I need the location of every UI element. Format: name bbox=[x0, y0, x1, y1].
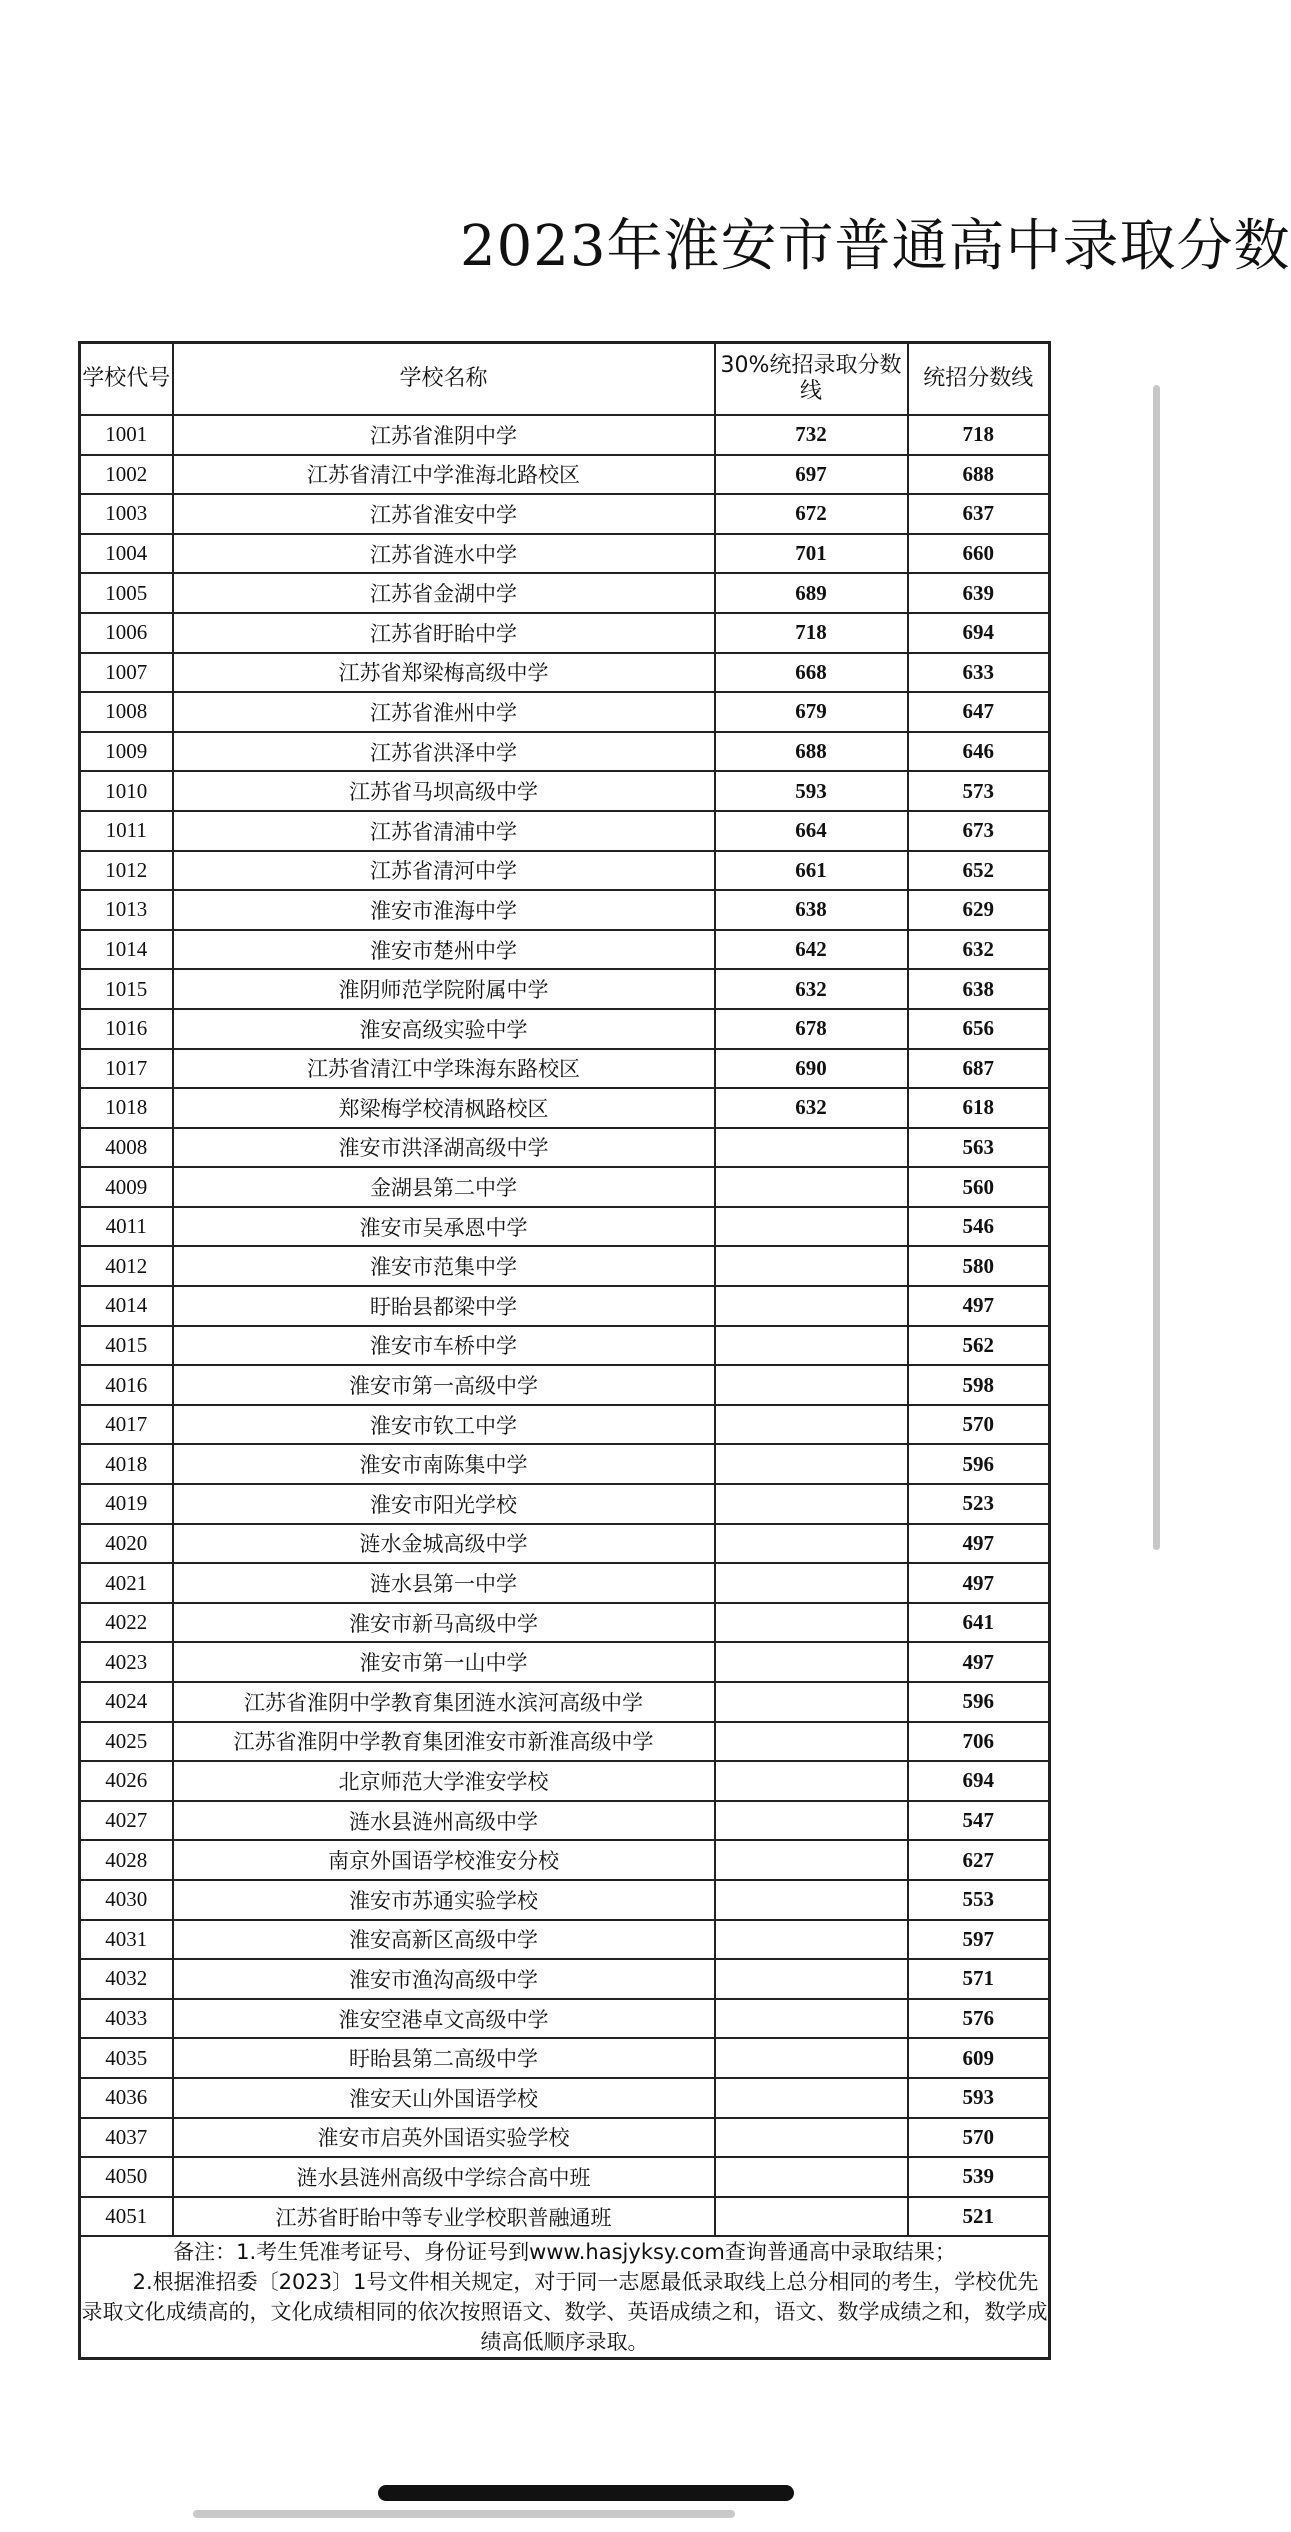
school-name-cell: 盱眙县第二高级中学 bbox=[173, 2038, 715, 2078]
general-score-cell: 553 bbox=[908, 1880, 1050, 1920]
school-code-cell: 4024 bbox=[80, 1682, 173, 1722]
school-code-cell: 1009 bbox=[80, 732, 173, 772]
school-name-cell: 江苏省郑梁梅高级中学 bbox=[173, 653, 715, 693]
quota-score-cell: 632 bbox=[715, 1088, 908, 1128]
school-code-cell: 1017 bbox=[80, 1049, 173, 1089]
quota-score-cell bbox=[715, 1405, 908, 1445]
table-row bbox=[80, 2197, 1050, 2237]
note-cell bbox=[80, 2236, 1050, 2359]
table-row bbox=[80, 771, 1050, 811]
school-code-cell: 1003 bbox=[80, 494, 173, 534]
quota-score-cell: 642 bbox=[715, 930, 908, 970]
quota-score-cell: 718 bbox=[715, 613, 908, 653]
general-score-cell: 687 bbox=[908, 1049, 1050, 1089]
school-code-cell: 4018 bbox=[80, 1444, 173, 1484]
table-row bbox=[80, 692, 1050, 732]
table-row bbox=[80, 1088, 1050, 1128]
quota-score-cell bbox=[715, 1880, 908, 1920]
general-score-cell: 647 bbox=[908, 692, 1050, 732]
general-score-cell: 497 bbox=[908, 1563, 1050, 1603]
general-score-cell: 660 bbox=[908, 534, 1050, 574]
table-row bbox=[80, 1049, 1050, 1089]
general-score-cell: 597 bbox=[908, 1920, 1050, 1960]
general-score-cell: 580 bbox=[908, 1246, 1050, 1286]
general-score-cell: 593 bbox=[908, 2078, 1050, 2118]
school-name-cell: 淮安市苏通实验学校 bbox=[173, 1880, 715, 1920]
school-name-cell: 江苏省清江中学淮海北路校区 bbox=[173, 455, 715, 495]
quota-score-cell: 664 bbox=[715, 811, 908, 851]
general-score-cell: 694 bbox=[908, 1761, 1050, 1801]
school-name-cell: 江苏省淮安中学 bbox=[173, 494, 715, 534]
school-name-cell: 江苏省盱眙中学 bbox=[173, 613, 715, 653]
table-row bbox=[80, 1682, 1050, 1722]
school-code-cell: 4032 bbox=[80, 1959, 173, 1999]
general-score-cell: 718 bbox=[908, 415, 1050, 455]
quota-score-cell bbox=[715, 2197, 908, 2237]
table-row bbox=[80, 1365, 1050, 1405]
school-name-cell: 淮安市南陈集中学 bbox=[173, 1444, 715, 1484]
table-row bbox=[80, 494, 1050, 534]
school-code-cell: 4028 bbox=[80, 1840, 173, 1880]
table-row bbox=[80, 1484, 1050, 1524]
quota-score-cell bbox=[715, 1840, 908, 1880]
school-code-cell: 1006 bbox=[80, 613, 173, 653]
table-row bbox=[80, 455, 1050, 495]
header-code: 学校代号 bbox=[80, 343, 173, 416]
school-name-cell: 淮安市钦工中学 bbox=[173, 1405, 715, 1445]
school-name-cell: 淮安市吴承恩中学 bbox=[173, 1207, 715, 1247]
table-row bbox=[80, 1444, 1050, 1484]
school-name-cell: 淮安市第一山中学 bbox=[173, 1642, 715, 1682]
quota-score-cell: 672 bbox=[715, 494, 908, 534]
table-row bbox=[80, 1405, 1050, 1445]
school-name-cell: 淮安天山外国语学校 bbox=[173, 2078, 715, 2118]
header-quota-score: 30%统招录取分数线 bbox=[715, 343, 908, 416]
school-name-cell: 淮安市第一高级中学 bbox=[173, 1365, 715, 1405]
school-name-cell: 淮安高级实验中学 bbox=[173, 1009, 715, 1049]
general-score-cell: 563 bbox=[908, 1128, 1050, 1168]
school-code-cell: 4033 bbox=[80, 1999, 173, 2039]
school-code-cell: 4009 bbox=[80, 1167, 173, 1207]
school-code-cell: 4026 bbox=[80, 1761, 173, 1801]
school-code-cell: 4025 bbox=[80, 1722, 173, 1762]
horizontal-scrollbar[interactable] bbox=[193, 2510, 735, 2518]
header-general-score: 统招分数线 bbox=[908, 343, 1050, 416]
table-row bbox=[80, 1840, 1050, 1880]
quota-score-cell bbox=[715, 1761, 908, 1801]
note-line-1: 备注：1.考生凭准考证号、身份证号到www.hasjyksy.com查询普通高中录取结果； bbox=[173, 2240, 956, 2265]
table-row bbox=[80, 415, 1050, 455]
table-row bbox=[80, 1128, 1050, 1168]
school-code-cell: 4011 bbox=[80, 1207, 173, 1247]
table-row bbox=[80, 2118, 1050, 2158]
quota-score-cell bbox=[715, 1524, 908, 1564]
school-name-cell: 江苏省洪泽中学 bbox=[173, 732, 715, 772]
school-name-cell: 淮安市启英外国语实验学校 bbox=[173, 2118, 715, 2158]
table-row bbox=[80, 1167, 1050, 1207]
general-score-cell: 497 bbox=[908, 1642, 1050, 1682]
score-table bbox=[78, 341, 1051, 2360]
general-score-cell: 618 bbox=[908, 1088, 1050, 1128]
table-row bbox=[80, 811, 1050, 851]
table-row bbox=[80, 890, 1050, 930]
quota-score-cell bbox=[715, 1603, 908, 1643]
school-code-cell: 1004 bbox=[80, 534, 173, 574]
general-score-cell: 598 bbox=[908, 1365, 1050, 1405]
table-row bbox=[80, 2078, 1050, 2118]
school-code-cell: 4022 bbox=[80, 1603, 173, 1643]
general-score-cell: 639 bbox=[908, 573, 1050, 613]
quota-score-cell bbox=[715, 1365, 908, 1405]
table-row bbox=[80, 573, 1050, 613]
general-score-cell: 570 bbox=[908, 1405, 1050, 1445]
quota-score-cell: 732 bbox=[715, 415, 908, 455]
school-name-cell: 江苏省淮阴中学 bbox=[173, 415, 715, 455]
quota-score-cell: 688 bbox=[715, 732, 908, 772]
quota-score-cell bbox=[715, 1563, 908, 1603]
general-score-cell: 573 bbox=[908, 771, 1050, 811]
general-score-cell: 637 bbox=[908, 494, 1050, 534]
school-code-cell: 4016 bbox=[80, 1365, 173, 1405]
school-code-cell: 1015 bbox=[80, 969, 173, 1009]
school-code-cell: 4014 bbox=[80, 1286, 173, 1326]
table-row bbox=[80, 1920, 1050, 1960]
general-score-cell: 673 bbox=[908, 811, 1050, 851]
school-name-cell: 淮安市渔沟高级中学 bbox=[173, 1959, 715, 1999]
school-name-cell: 郑梁梅学校清枫路校区 bbox=[173, 1088, 715, 1128]
general-score-cell: 539 bbox=[908, 2157, 1050, 2197]
school-name-cell: 淮安市淮海中学 bbox=[173, 890, 715, 930]
note-row bbox=[80, 2236, 1050, 2359]
quota-score-cell: 593 bbox=[715, 771, 908, 811]
school-code-cell: 1008 bbox=[80, 692, 173, 732]
quota-score-cell bbox=[715, 1642, 908, 1682]
quota-score-cell bbox=[715, 1167, 908, 1207]
general-score-cell: 633 bbox=[908, 653, 1050, 693]
general-score-cell: 627 bbox=[908, 1840, 1050, 1880]
school-code-cell: 4008 bbox=[80, 1128, 173, 1168]
table-row bbox=[80, 1642, 1050, 1682]
quota-score-cell: 679 bbox=[715, 692, 908, 732]
general-score-cell: 523 bbox=[908, 1484, 1050, 1524]
vertical-scrollbar[interactable] bbox=[1153, 385, 1160, 1550]
table-row bbox=[80, 1207, 1050, 1247]
school-name-cell: 江苏省淮阴中学教育集团涟水滨河高级中学 bbox=[173, 1682, 715, 1722]
table-row bbox=[80, 969, 1050, 1009]
school-name-cell: 涟水县第一中学 bbox=[173, 1563, 715, 1603]
school-name-cell: 淮安市楚州中学 bbox=[173, 930, 715, 970]
school-name-cell: 江苏省清浦中学 bbox=[173, 811, 715, 851]
table-row bbox=[80, 1603, 1050, 1643]
general-score-cell: 596 bbox=[908, 1444, 1050, 1484]
school-code-cell: 1013 bbox=[80, 890, 173, 930]
table-row bbox=[80, 1246, 1050, 1286]
school-name-cell: 淮安高新区高级中学 bbox=[173, 1920, 715, 1960]
table-row bbox=[80, 1009, 1050, 1049]
general-score-cell: 694 bbox=[908, 613, 1050, 653]
table-row bbox=[80, 851, 1050, 891]
school-code-cell: 4050 bbox=[80, 2157, 173, 2197]
school-code-cell: 4020 bbox=[80, 1524, 173, 1564]
quota-score-cell bbox=[715, 1246, 908, 1286]
general-score-cell: 521 bbox=[908, 2197, 1050, 2237]
school-code-cell: 4051 bbox=[80, 2197, 173, 2237]
table-row bbox=[80, 1880, 1050, 1920]
table-row bbox=[80, 1801, 1050, 1841]
general-score-cell: 641 bbox=[908, 1603, 1050, 1643]
general-score-cell: 652 bbox=[908, 851, 1050, 891]
table-row bbox=[80, 1524, 1050, 1564]
school-code-cell: 1010 bbox=[80, 771, 173, 811]
school-name-cell: 涟水县涟州高级中学 bbox=[173, 1801, 715, 1841]
school-name-cell: 江苏省盱眙中等专业学校职普融通班 bbox=[173, 2197, 715, 2237]
general-score-cell: 656 bbox=[908, 1009, 1050, 1049]
general-score-cell: 688 bbox=[908, 455, 1050, 495]
school-code-cell: 1016 bbox=[80, 1009, 173, 1049]
table-row bbox=[80, 1959, 1050, 1999]
table-row bbox=[80, 534, 1050, 574]
table-body bbox=[80, 415, 1050, 2236]
table-row bbox=[80, 613, 1050, 653]
table-row bbox=[80, 930, 1050, 970]
general-score-cell: 547 bbox=[908, 1801, 1050, 1841]
general-score-cell: 560 bbox=[908, 1167, 1050, 1207]
header-name: 学校名称 bbox=[173, 343, 715, 416]
school-name-cell: 涟水县涟州高级中学综合高中班 bbox=[173, 2157, 715, 2197]
school-name-cell: 淮安市车桥中学 bbox=[173, 1326, 715, 1366]
quota-score-cell bbox=[715, 2157, 908, 2197]
school-name-cell: 北京师范大学淮安学校 bbox=[173, 1761, 715, 1801]
home-indicator[interactable] bbox=[378, 2485, 794, 2501]
school-code-cell: 4021 bbox=[80, 1563, 173, 1603]
quota-score-cell bbox=[715, 1444, 908, 1484]
quota-score-cell: 678 bbox=[715, 1009, 908, 1049]
table-row bbox=[80, 653, 1050, 693]
school-code-cell: 1002 bbox=[80, 455, 173, 495]
school-code-cell: 4027 bbox=[80, 1801, 173, 1841]
general-score-cell: 706 bbox=[908, 1722, 1050, 1762]
page-title: 2023年淮安市普通高中录取分数 bbox=[460, 214, 1291, 279]
school-name-cell: 淮安市阳光学校 bbox=[173, 1484, 715, 1524]
school-code-cell: 4036 bbox=[80, 2078, 173, 2118]
school-code-cell: 4012 bbox=[80, 1246, 173, 1286]
general-score-cell: 546 bbox=[908, 1207, 1050, 1247]
table-row bbox=[80, 1761, 1050, 1801]
table-header-row bbox=[80, 343, 1050, 416]
general-score-cell: 632 bbox=[908, 930, 1050, 970]
school-name-cell: 淮安市洪泽湖高级中学 bbox=[173, 1128, 715, 1168]
school-code-cell: 4023 bbox=[80, 1642, 173, 1682]
note-line-2: 2.根据淮招委〔2023〕1号文件相关规定，对于同一志愿最低录取线上总分相同的考生，学校优先录取文化成绩高的，文化成绩相同的依次按照语文、数学、英语成绩之和，语文、数学成绩之和，数学成绩高低顺序录取。 bbox=[81, 2270, 1048, 2355]
quota-score-cell bbox=[715, 1682, 908, 1722]
quota-score-cell: 632 bbox=[715, 969, 908, 1009]
school-name-cell: 江苏省清河中学 bbox=[173, 851, 715, 891]
school-code-cell: 4030 bbox=[80, 1880, 173, 1920]
general-score-cell: 646 bbox=[908, 732, 1050, 772]
quota-score-cell: 689 bbox=[715, 573, 908, 613]
quota-score-cell bbox=[715, 1801, 908, 1841]
general-score-cell: 576 bbox=[908, 1999, 1050, 2039]
general-score-cell: 570 bbox=[908, 2118, 1050, 2158]
general-score-cell: 609 bbox=[908, 2038, 1050, 2078]
school-code-cell: 1018 bbox=[80, 1088, 173, 1128]
quota-score-cell: 690 bbox=[715, 1049, 908, 1089]
general-score-cell: 497 bbox=[908, 1524, 1050, 1564]
school-name-cell: 金湖县第二中学 bbox=[173, 1167, 715, 1207]
school-name-cell: 江苏省清江中学珠海东路校区 bbox=[173, 1049, 715, 1089]
school-code-cell: 1011 bbox=[80, 811, 173, 851]
quota-score-cell bbox=[715, 1207, 908, 1247]
school-name-cell: 盱眙县都梁中学 bbox=[173, 1286, 715, 1326]
quota-score-cell bbox=[715, 1722, 908, 1762]
school-name-cell: 江苏省马坝高级中学 bbox=[173, 771, 715, 811]
quota-score-cell: 638 bbox=[715, 890, 908, 930]
quota-score-cell bbox=[715, 1999, 908, 2039]
table-row bbox=[80, 732, 1050, 772]
school-name-cell: 淮安市新马高级中学 bbox=[173, 1603, 715, 1643]
quota-score-cell: 668 bbox=[715, 653, 908, 693]
school-name-cell: 南京外国语学校淮安分校 bbox=[173, 1840, 715, 1880]
school-name-cell: 淮安市范集中学 bbox=[173, 1246, 715, 1286]
table-row bbox=[80, 1563, 1050, 1603]
quota-score-cell bbox=[715, 2038, 908, 2078]
table-row bbox=[80, 1326, 1050, 1366]
general-score-cell: 571 bbox=[908, 1959, 1050, 1999]
school-code-cell: 4037 bbox=[80, 2118, 173, 2158]
table-row bbox=[80, 1999, 1050, 2039]
school-code-cell: 4031 bbox=[80, 1920, 173, 1960]
general-score-cell: 629 bbox=[908, 890, 1050, 930]
table-row bbox=[80, 1722, 1050, 1762]
school-code-cell: 4015 bbox=[80, 1326, 173, 1366]
school-code-cell: 4017 bbox=[80, 1405, 173, 1445]
general-score-cell: 497 bbox=[908, 1286, 1050, 1326]
school-name-cell: 涟水金城高级中学 bbox=[173, 1524, 715, 1564]
quota-score-cell: 661 bbox=[715, 851, 908, 891]
school-code-cell: 1001 bbox=[80, 415, 173, 455]
table-row bbox=[80, 1286, 1050, 1326]
quota-score-cell: 697 bbox=[715, 455, 908, 495]
quota-score-cell bbox=[715, 1484, 908, 1524]
school-name-cell: 江苏省淮阴中学教育集团淮安市新淮高级中学 bbox=[173, 1722, 715, 1762]
general-score-cell: 596 bbox=[908, 1682, 1050, 1722]
general-score-cell: 562 bbox=[908, 1326, 1050, 1366]
quota-score-cell bbox=[715, 1326, 908, 1366]
school-code-cell: 4035 bbox=[80, 2038, 173, 2078]
school-code-cell: 1007 bbox=[80, 653, 173, 693]
school-name-cell: 江苏省涟水中学 bbox=[173, 534, 715, 574]
quota-score-cell bbox=[715, 1959, 908, 1999]
quota-score-cell bbox=[715, 1286, 908, 1326]
school-code-cell: 4019 bbox=[80, 1484, 173, 1524]
general-score-cell: 638 bbox=[908, 969, 1050, 1009]
table-row bbox=[80, 2157, 1050, 2197]
school-code-cell: 1005 bbox=[80, 573, 173, 613]
quota-score-cell: 701 bbox=[715, 534, 908, 574]
school-name-cell: 淮阴师范学院附属中学 bbox=[173, 969, 715, 1009]
quota-score-cell bbox=[715, 2078, 908, 2118]
school-code-cell: 1014 bbox=[80, 930, 173, 970]
table-row bbox=[80, 2038, 1050, 2078]
school-name-cell: 淮安空港卓文高级中学 bbox=[173, 1999, 715, 2039]
quota-score-cell bbox=[715, 1128, 908, 1168]
school-code-cell: 1012 bbox=[80, 851, 173, 891]
quota-score-cell bbox=[715, 1920, 908, 1960]
quota-score-cell bbox=[715, 2118, 908, 2158]
school-name-cell: 江苏省金湖中学 bbox=[173, 573, 715, 613]
school-name-cell: 江苏省淮州中学 bbox=[173, 692, 715, 732]
